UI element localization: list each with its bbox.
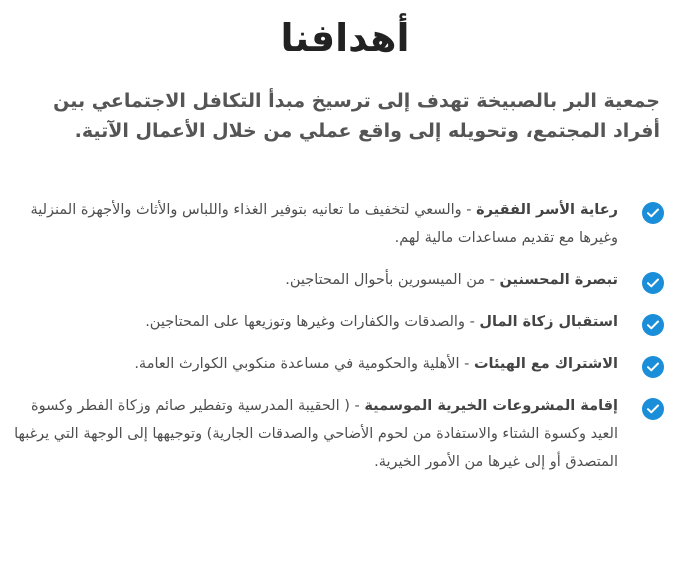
goal-item bbox=[12, 196, 672, 252]
goal-label: استقبال زكاة المال bbox=[479, 314, 618, 330]
goal-label: إقامة المشروعات الخيرية الموسمية bbox=[364, 398, 618, 414]
check-circle-icon bbox=[642, 356, 664, 378]
goal-item bbox=[12, 308, 672, 336]
goal-text: - الأهلية والحكومية في مساعدة منكوبي الكوارث العامة. bbox=[134, 356, 474, 372]
goal-item bbox=[12, 266, 672, 294]
section-intro: جمعية البر بالصبيخة تهدف إلى ترسيخ مبدأ التكافل الاجتماعي بين أفراد المجتمع، وتحويله إلى واقع عملي من خلال الأعمال الآتية. bbox=[53, 90, 660, 142]
check-circle-icon bbox=[642, 272, 664, 294]
goal-text: - ( الحقيبة المدرسية وتفطير صائم وزكاة الفطر وكسوة العيد وكسوة الشتاء والاستفادة من لحوم الأضاحي والصدقات الجارية) وتوجيهها إلى الوجهة التي يرغبها المتصدق أو إلى غيرها من الأمور الخيرية. bbox=[14, 398, 618, 470]
goal-label: الاشتراك مع الهيئات bbox=[473, 356, 618, 372]
check-circle-icon bbox=[642, 314, 664, 336]
check-circle-icon bbox=[642, 398, 664, 420]
goals-list bbox=[12, 196, 672, 476]
section-title: أهدافنا bbox=[280, 16, 410, 60]
goal-item bbox=[12, 392, 672, 476]
goal-item bbox=[12, 350, 672, 378]
goal-label: تبصرة المحسنين bbox=[499, 272, 618, 288]
goal-label: رعاية الأسر الفقيرة bbox=[476, 202, 618, 218]
goal-text: - والسعي لتخفيف ما تعانيه بتوفير الغذاء واللباس والأثاث والأجهزة المنزلية وغيرها مع تقديم مساعدات مالية لهم. bbox=[30, 202, 618, 246]
check-circle-icon bbox=[642, 202, 664, 224]
goal-text: - من الميسورين بأحوال المحتاجين. bbox=[285, 272, 500, 288]
goal-text: - والصدقات والكفارات وغيرها وتوزيعها على المحتاجين. bbox=[145, 314, 480, 330]
